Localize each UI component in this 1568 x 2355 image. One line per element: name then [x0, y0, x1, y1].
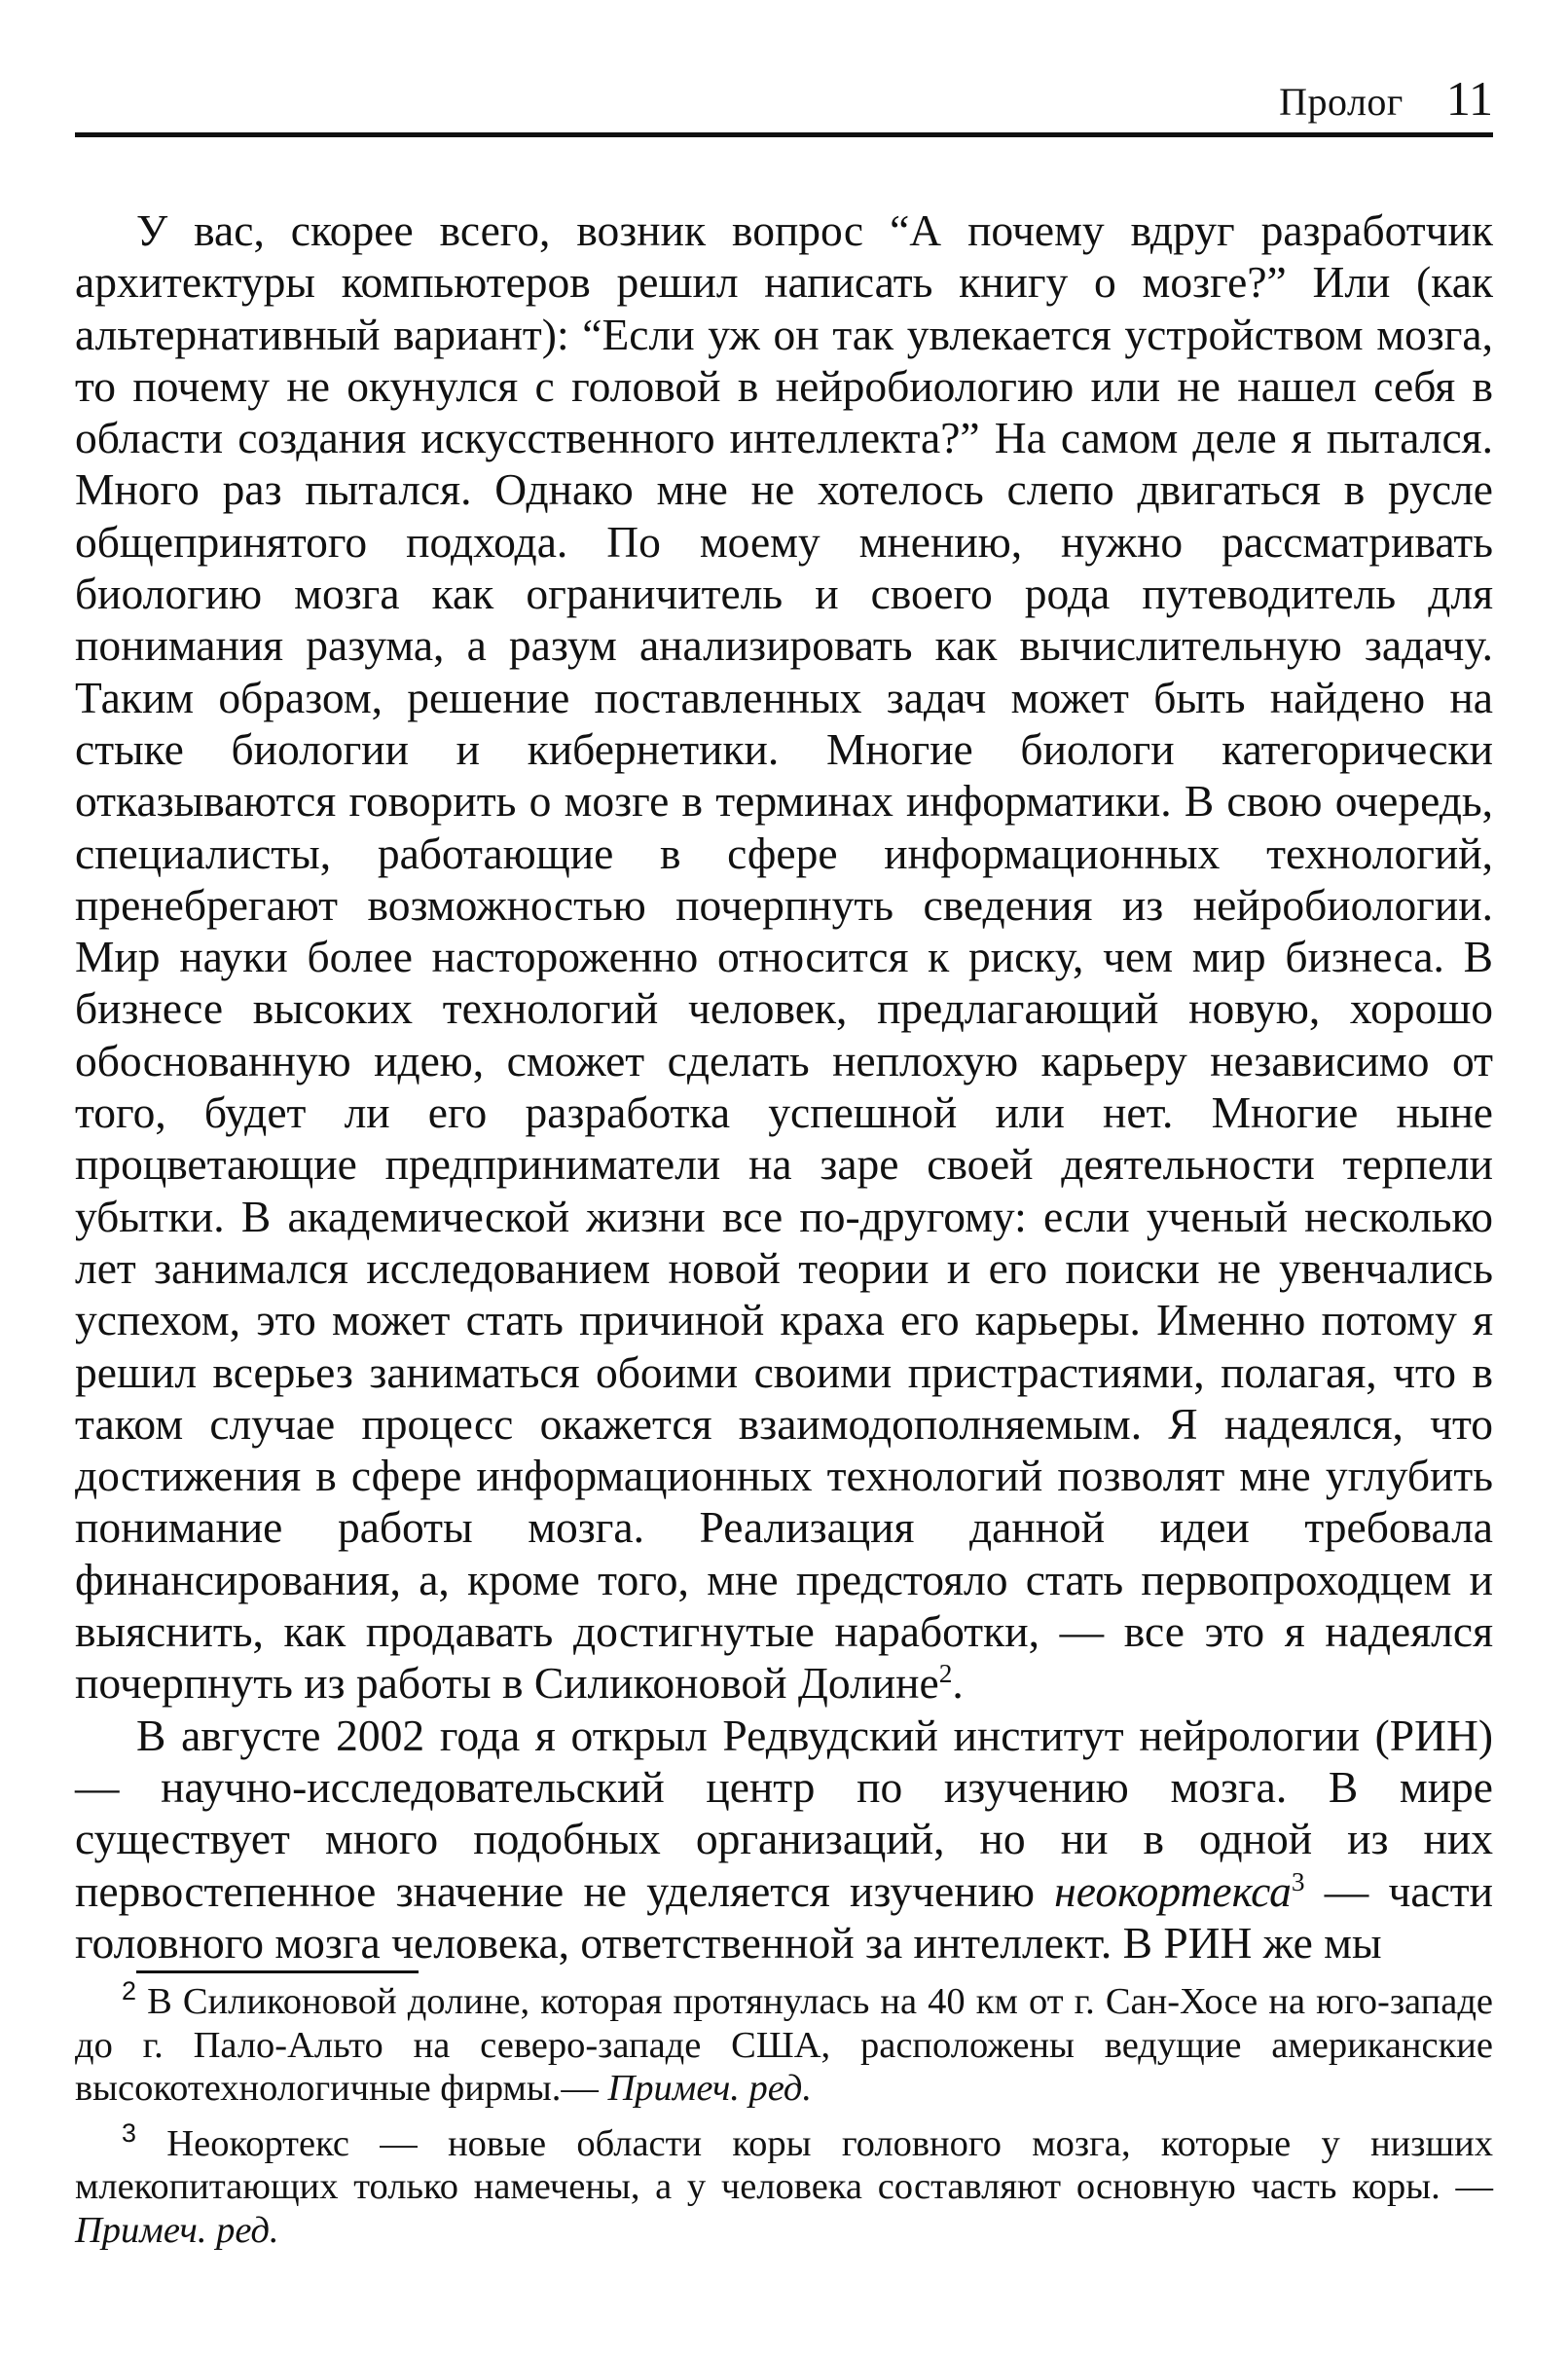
footnote-3-editor-note: Примеч. ред. [75, 2209, 279, 2251]
footnote-ref-3[interactable]: 3 [1291, 1866, 1305, 1896]
paragraph-2-rest: — части головного мозга человека, ответственной за интеллект. В РИН же мы [75, 1865, 1493, 1968]
footnote-rule [136, 1970, 419, 1973]
footnote-ref-2[interactable]: 2 [938, 1659, 953, 1689]
term-neocortex: неокортекса [1054, 1865, 1292, 1916]
header-rule [75, 132, 1493, 137]
footnote-2-mark: 2 [122, 1976, 136, 2006]
footnote-2-text: В Силиконовой долине, которая протянулась на 40 км от г. Сан-Хосе на юго-западе до г. Пало-Альто на северо-западе США, расположены ведущие американские высокотехнологичные фирмы.— [75, 1981, 1493, 2109]
paragraph-1-end: . [952, 1658, 964, 1709]
footnotes [75, 1976, 1493, 2263]
footnote-3-text: Неокортекс — новые области коры головного мозга, которые у низших млекопитающих только намечены, а у человека составляют основную часть коры. — [75, 2122, 1493, 2207]
footnote-3-mark: 3 [122, 2117, 136, 2148]
paragraph-2-text: В августе 2002 года я открыл Редвудский институт нейрологии (РИН) — научно-исследовательский центр по изучению мозга. В мире существует много подобных организаций, но ни в одной из них первостепенное значение не уделяется изучению [75, 1710, 1493, 1916]
page-number: 11 [1445, 71, 1493, 126]
paragraph-2 [75, 1710, 1493, 1969]
footnote-2 [75, 1976, 1493, 2111]
body-text [75, 204, 1493, 1969]
paragraph-1 [75, 204, 1493, 1710]
footnote-2-editor-note: Примеч. ред. [607, 2068, 813, 2109]
paragraph-1-text: У вас, скорее всего, возник вопрос “А почему вдруг разработчик архитектуры компьютеров решил написать книгу о мозге?” Или (как альтернативный вариант): “Если уж он так увлекается устройством мозга, то почему не окунулся с головой в нейробиологию или не нашел себя в области создания искусственного интеллекта?” На самом деле я пытался. Много раз пытался. Однако мне не хотелось слепо двигаться в русле общепринятого подхода. По моему мнению, нужно рассматривать биологию мозга как ограничитель и своего рода путеводитель для понимания разума, а разум анализировать как вычислительную задачу. Таким образом, решение поставленных задач может быть найдено на стыке биологии и кибернетики. Многие биологи категорически отказываются говорить о мозге в терминах информатики. В свою очередь, специалисты, работающие в сфере информационных технологий, пренебрегают возможностью почерпнуть сведения из нейробиологии. Мир науки более настороженно относится к риску, чем мир бизнеса. В бизнесе высоких технологий человек, предлагающий новую, хорошо обоснованную идею, сможет сделать неплохую карьеру независимо от того, будет ли его разработка успешной или нет. Многие ныне процветающие предприниматели на заре своей деятельности терпели убытки. В академической жизни все по-другому: если ученый несколько лет занимался исследованием новой теории и его поиски не увенчались успехом, это может стать причиной краха его карьеры. Именно потому я решил всерьез заниматься обоими своими пристрастиями, полагая, что в таком случае процесс окажется взаимодополняемым. Я надеялся, что достижения в сфере информационных технологий позволят мне углубить понимание работы мозга. Реализация данной идеи требовала финансирования, а, кроме того, мне предстояло стать первопроходцем и выяснить, как продавать достигнутые наработки, — все это я надеялся почерпнуть из работы в Силиконовой Долине [75, 205, 1493, 1709]
running-head [75, 70, 1493, 130]
running-title: Пролог [1279, 80, 1404, 124]
footnote-3 [75, 2117, 1493, 2253]
